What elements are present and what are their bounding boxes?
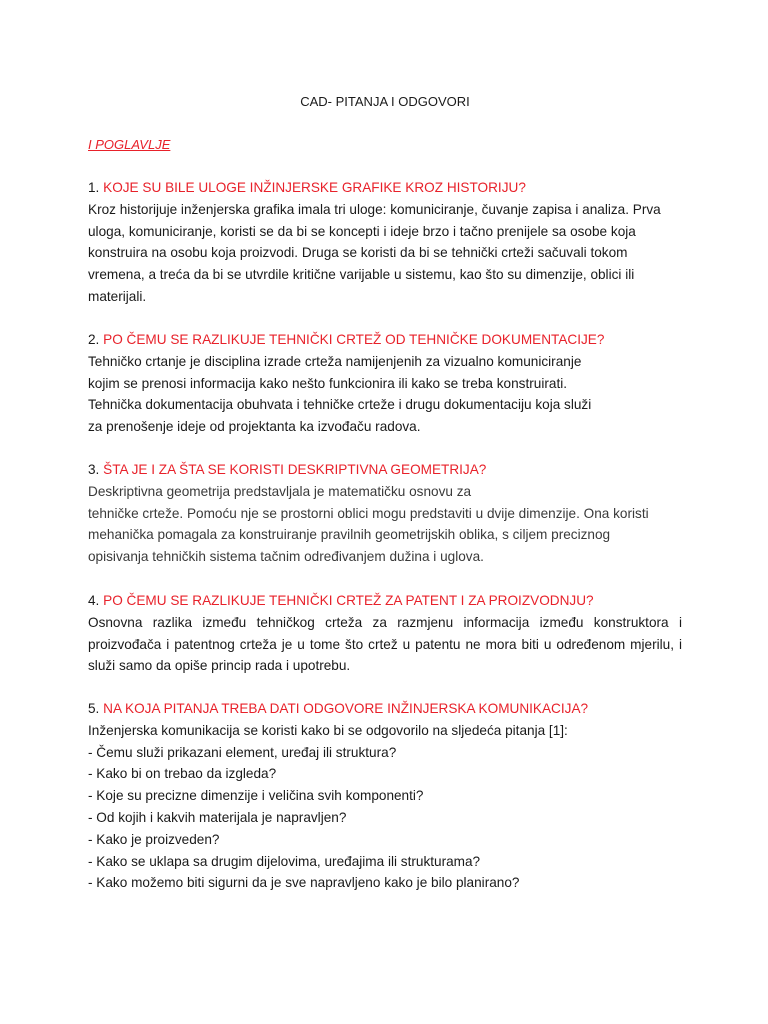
question-text: PO ČEMU SE RAZLIKUJE TEHNIČKI CRTEŽ ZA PATENT I ZA PROIZVODNJU? — [103, 593, 594, 608]
chapter-heading: I POGLAVLJE — [88, 137, 171, 152]
answer-line: materijali. — [88, 288, 147, 304]
question-text: NA KOJA PITANJA TREBA DATI ODGOVORE INŽINJERSKA KOMUNIKACIJA? — [103, 701, 589, 716]
list-item: - Koje su precizne dimenzije i veličina svih komponenti? — [88, 788, 424, 804]
question-heading — [88, 329, 682, 351]
question-number: 4. — [88, 593, 100, 608]
question-heading — [88, 177, 682, 199]
answer-line: konstruira na osobu koja proizvodi. Druga se koristi da bi se tehnički crteži sačuvali tokom — [88, 245, 628, 261]
list-item: - Kako je proizveden? — [88, 831, 220, 847]
document-title: CAD- PITANJA I ODGOVORI — [300, 94, 470, 109]
question-block-3 — [88, 459, 682, 568]
question-number: 1. — [88, 180, 100, 195]
question-heading — [88, 459, 682, 481]
answer-line: Kroz historijuje inženjerska grafika imala tri uloge: komuniciranje, čuvanje zapisa i analiza. Prva — [88, 201, 661, 217]
question-block-2 — [88, 329, 682, 438]
question-block-4 — [88, 590, 682, 677]
list-item: - Od kojih i kakvih materijala je napravljen? — [88, 809, 347, 825]
list-item: - Čemu služi prikazani element, uređaj ili struktura? — [88, 744, 397, 760]
answer-line: Deskriptivna geometrija predstavljala je matematičku osnovu za — [88, 483, 472, 499]
question-heading — [88, 698, 682, 720]
question-number: 5. — [88, 701, 100, 716]
answer-line: vremena, a treća da bi se utvrdile kritične varijable u sistemu, kao što su dimenzije, oblici ili — [88, 267, 635, 283]
list-item: - Kako možemo biti sigurni da je sve napravljeno kako je bilo planirano? — [88, 875, 520, 891]
answer-line: Osnovna razlika između tehničkog crteža za razmjenu informacija između konstruktora i — [88, 614, 682, 630]
question-heading — [88, 590, 682, 612]
answer-line: opisivanja tehničkih sistema tačnim određivanjem dužina i uglova. — [88, 549, 484, 565]
answer-line: uloga, komuniciranje, koristi se da bi se koncepti i ideje brzo i tačno prenijele sa osobe koja — [88, 223, 636, 239]
answer-line: služi samo da opiše princip rada i upotrebu. — [88, 658, 351, 674]
answer-line: Inženjerska komunikacija se koristi kako bi se odgovorilo na sljedeća pitanja [1]: — [88, 722, 568, 738]
answer-line: kojim se prenosi informacija kako nešto funkcionira ili kako se treba konstruirati. — [88, 375, 568, 391]
answer-line: Tehnička dokumentacija obuhvata i tehničke crteže i drugu dokumentaciju koja služi — [88, 397, 592, 413]
answer-line: proizvođača i patentnog crteža je u tome što crtež u patentu ne mora biti u određenom mjerilu, i — [88, 636, 682, 652]
question-text: ŠTA JE I ZA ŠTA SE KORISTI DESKRIPTIVNA GEOMETRIJA? — [103, 462, 487, 477]
question-text: PO ČEMU SE RAZLIKUJE TEHNIČKI CRTEŽ OD TEHNIČKE DOKUMENTACIJE? — [103, 332, 605, 347]
answer-line: tehničke crteže. Pomoću nje se prostorni oblici mogu predstaviti u dvije dimenzije. Ona koristi — [88, 505, 649, 521]
list-item: - Kako se uklapa sa drugim dijelovima, uređajima ili strukturama? — [88, 853, 481, 869]
answer-line: mehanička pomagala za konstruiranje pravilnih geometrijskih oblika, s ciljem preciznog — [88, 527, 611, 543]
list-item: - Kako bi on trebao da izgleda? — [88, 766, 277, 782]
answer-line: za prenošenje ideje od projektanta ka izvođaču radova. — [88, 419, 421, 435]
question-block-1 — [88, 177, 682, 308]
question-number: 2. — [88, 332, 100, 347]
question-block-5 — [88, 698, 682, 894]
question-text: KOJE SU BILE ULOGE INŽINJERSKE GRAFIKE KROZ HISTORIJU? — [103, 180, 526, 195]
question-number: 3. — [88, 462, 100, 477]
answer-line: Tehničko crtanje je disciplina izrade crteža namijenjenih za vizualno komuniciranje — [88, 353, 582, 369]
